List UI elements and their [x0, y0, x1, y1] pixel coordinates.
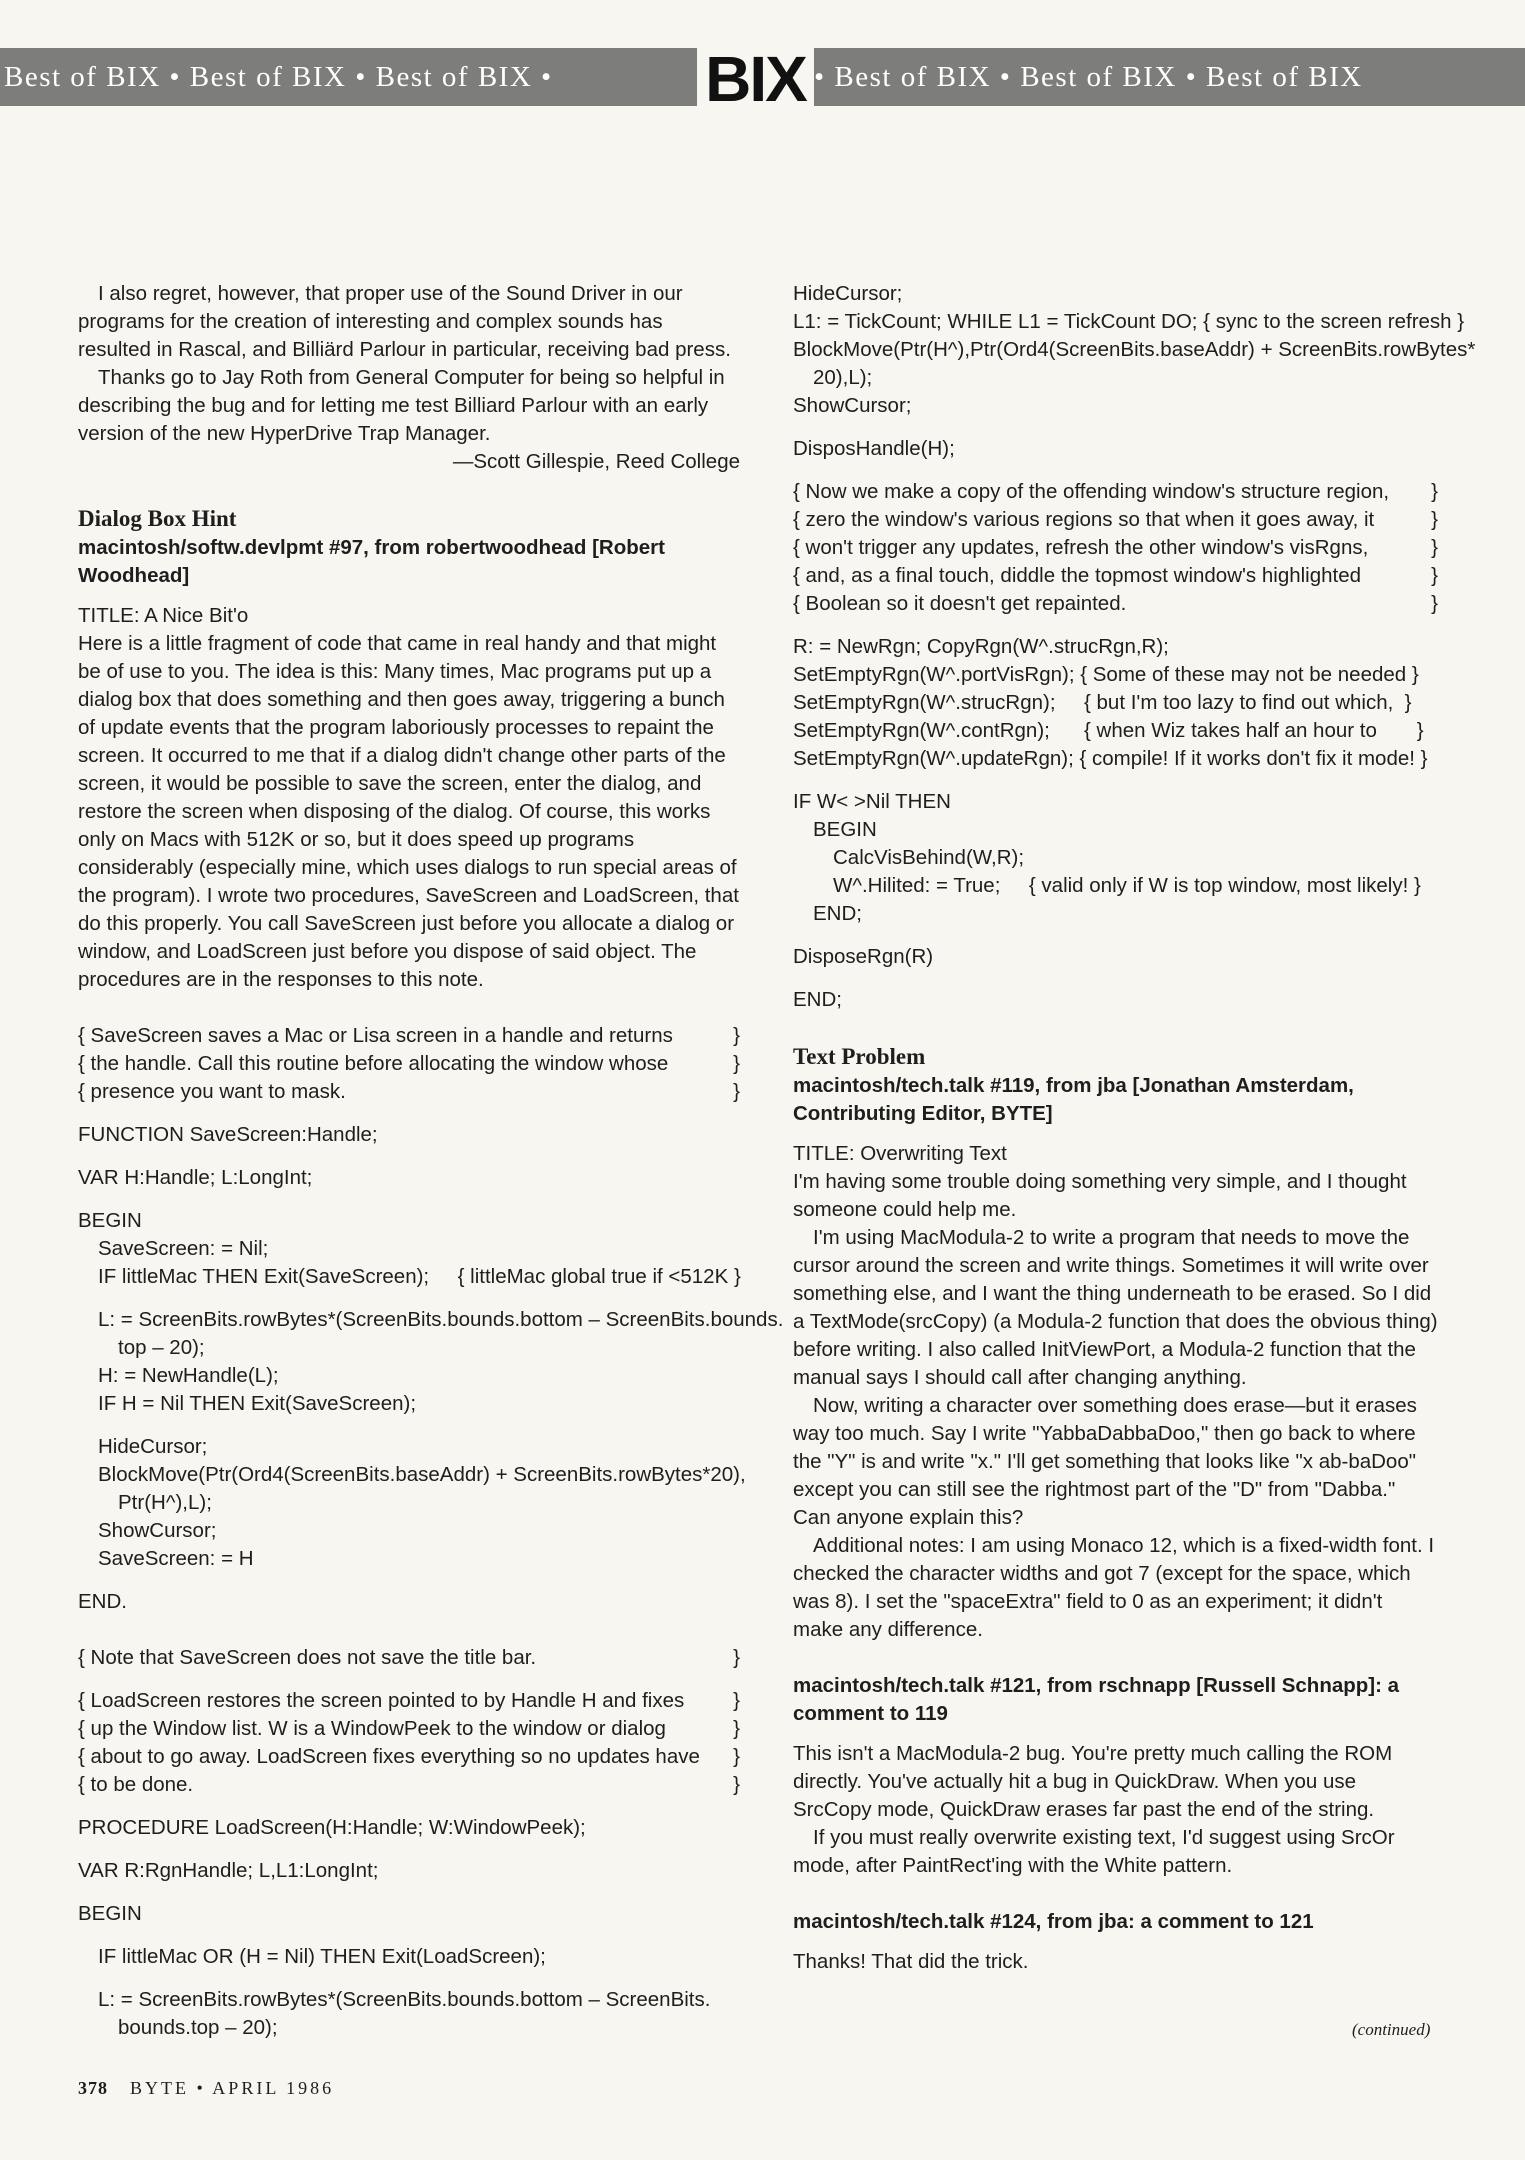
code-line: VAR R:RgnHandle; L,L1:LongInt; — [78, 1859, 379, 1882]
message-title: TITLE: Overwriting Text — [793, 1142, 1007, 1165]
code-line: BlockMove(Ptr(Ord4(ScreenBits.baseAddr) + ScreenBits.rowBytes*20), — [98, 1463, 746, 1486]
code-line: L: = ScreenBits.rowBytes*(ScreenBits.bounds.bottom – ScreenBits. — [98, 1988, 711, 2011]
code-line: { SaveScreen saves a Mac or Lisa screen in a handle and returns — [78, 1024, 673, 1047]
message-source: macintosh/tech.talk #124, from jba: a comment to 121 — [793, 1910, 1314, 1933]
code-line: SaveScreen: = H — [98, 1547, 254, 1570]
code-line: { zero the window's various regions so that when it goes away, it — [793, 508, 1375, 531]
code-line: BEGIN — [813, 818, 877, 841]
code-line: FUNCTION SaveScreen:Handle; — [78, 1123, 378, 1146]
code-line: IF W< >Nil THEN — [793, 790, 951, 813]
code-line: top – 20); — [118, 1336, 205, 1359]
message-paragraph: I'm having some trouble doing something very simple, and I thought someone could help me. — [793, 1170, 1407, 1221]
code-line: W^.Hilited: = True; { valid only if W is top window, most likely! } — [833, 874, 1421, 897]
code-block — [793, 633, 1438, 1014]
code-comment-block: { SaveScreen saves a Mac or Lisa screen in a handle and returns } { the handle. Call this routine before allocating the window whose } { presence you want to mask. } — [78, 1022, 740, 1106]
code-block — [78, 1814, 740, 2042]
message-paragraph: Additional notes: I am using Monaco 12, which is a fixed-width font. I checked the character widths and got 7 (except for the space, which was 8). I set the "spaceExtra" field to 0 as an experiment; it didn't make any difference. — [793, 1534, 1435, 1641]
left-column — [78, 280, 784, 2042]
code-line: { Boolean so it doesn't get repainted. — [793, 592, 1127, 615]
code-line: R: = NewRgn; CopyRgn(W^.strucRgn,R); — [793, 635, 1169, 658]
code-line: SetEmptyRgn(W^.updateRgn); { compile! If it works don't fix it mode! } — [793, 747, 1428, 770]
code-line: SaveScreen: = Nil; — [98, 1237, 269, 1260]
banner-text-right: • Best of BIX • Best of BIX • Best of BIX — [814, 61, 1363, 93]
code-line: SetEmptyRgn(W^.portVisRgn); { Some of these may not be needed } — [793, 663, 1419, 686]
code-line: H: = NewHandle(L); — [98, 1364, 279, 1387]
page-footer — [78, 2078, 334, 2099]
bix-logo: BIX — [697, 44, 814, 112]
message-paragraph: Now, writing a character over something does erase—but it erases way too much. Say I write "YabbaDabbaDoo," then go back to where the "Y" is and write "x." I'll get something that looks like "x ab-baDoo" except you can still see the rightmost part of the "D" from "Dabba." Can anyone explain this? — [793, 1394, 1417, 1529]
message-source: macintosh/tech.talk #119, from jba [Jonathan Amsterdam, Contributing Editor, BYTE] — [793, 1074, 1354, 1125]
code-line: BEGIN — [78, 1209, 142, 1232]
code-line: L: = ScreenBits.rowBytes*(ScreenBits.bounds.bottom – ScreenBits.bounds. — [98, 1308, 784, 1331]
code-line: SetEmptyRgn(W^.contRgn); { when Wiz takes half an hour to } — [793, 719, 1424, 742]
section-title-text-problem: Text Problem — [793, 1044, 926, 1069]
code-comment-block: { LoadScreen restores the screen pointed to by Handle H and fixes } { up the Window list. W is a WindowPeek to the window or dialog } { about to go away. LoadScreen fixes everything so no updates have } { to be done. } — [78, 1687, 740, 1799]
code-line: 20),L); — [813, 366, 873, 389]
code-comment-block: { Note that SaveScreen does not save the title bar. } — [78, 1644, 740, 1672]
code-line: END; — [793, 988, 842, 1011]
code-line: ShowCursor; — [793, 394, 912, 417]
message-body: Here is a little fragment of code that came in real handy and that might be of use to you. The idea is this: Many times, Mac programs put up a dialog box that does something and then goes away, triggering a bunch of update events that the program laboriously processes to repaint the screen. It occurred to me that if a dialog didn't change other parts of the screen, it would be possible to save the screen, enter the dialog, and restore the screen when disposing of the dialog. Of course, this works only on Macs with 512K or so, but it does speed up programs considerably (especially mine, which uses dialogs to run special areas of the program). I wrote two procedures, SaveScreen and LoadScreen, that do this properly. You call SaveScreen just before you allocate a dialog or window, and LoadScreen just before you dispose of said object. The procedures are in the responses to this note. — [78, 632, 739, 991]
code-line: { and, as a final touch, diddle the topmost window's highlighted — [793, 564, 1362, 587]
code-block — [793, 280, 1476, 463]
thanks-paragraph: Thanks go to Jay Roth from General Computer for being so helpful in describing the bug and for letting me test Billiard Parlour with an early version of the new HyperDrive Trap Manager. — [78, 366, 725, 445]
code-line: { about to go away. LoadScreen fixes everything so no updates have — [78, 1745, 700, 1768]
code-comment-block: { Now we make a copy of the offending window's structure region, } { zero the window's various regions so that when it goes away, it } { won't trigger any updates, refresh the other window's visRgns, } { and, as a final touch, diddle the topmost window's highlighted } { Boolean so it doesn't get repainted. } — [793, 478, 1438, 618]
code-line: HideCursor; — [98, 1435, 208, 1458]
code-line: SetEmptyRgn(W^.strucRgn); { but I'm too lazy to find out which, } — [793, 691, 1412, 714]
code-line: END; — [813, 902, 862, 925]
message-source: macintosh/softw.devlpmt #97, from robertwoodhead [Robert Woodhead] — [78, 536, 665, 587]
page-number: 378 — [78, 2078, 108, 2098]
code-line: { the handle. Call this routine before allocating the window whose — [78, 1052, 669, 1075]
right-column — [793, 280, 1476, 1976]
message-source: macintosh/tech.talk #121, from rschnapp [Russell Schnapp]: a comment to 119 — [793, 1674, 1400, 1725]
code-line: PROCEDURE LoadScreen(H:Handle; W:WindowPeek); — [78, 1816, 586, 1839]
code-line: { up the Window list. W is a WindowPeek to the window or dialog — [78, 1717, 666, 1740]
code-line: IF littleMac OR (H = Nil) THEN Exit(LoadScreen); — [98, 1945, 546, 1968]
code-line: ShowCursor; — [98, 1519, 217, 1542]
code-line: { LoadScreen restores the screen pointed to by Handle H and fixes — [78, 1689, 685, 1712]
code-line: VAR H:Handle; L:LongInt; — [78, 1166, 313, 1189]
code-line: IF littleMac THEN Exit(SaveScreen); { littleMac global true if <512K } — [98, 1265, 741, 1288]
message-title: TITLE: A Nice Bit'o — [78, 604, 249, 627]
code-line: HideCursor; — [793, 282, 903, 305]
signature: —Scott Gillespie, Reed College — [452, 450, 740, 473]
section-title-dialog-box-hint: Dialog Box Hint — [78, 506, 237, 531]
code-line: { to be done. — [78, 1773, 194, 1796]
code-line: { Note that SaveScreen does not save the title bar. — [78, 1646, 537, 1669]
continued-label: (continued) — [1352, 2020, 1431, 2039]
code-block — [78, 1121, 784, 1616]
message-paragraph: If you must really overwrite existing text, I'd suggest using SrcOr mode, after PaintRect'ing with the White pattern. — [793, 1826, 1395, 1877]
code-line: END. — [78, 1590, 127, 1613]
code-line: DisposHandle(H); — [793, 437, 955, 460]
code-line: bounds.top – 20); — [118, 2016, 278, 2039]
code-line: { presence you want to mask. — [78, 1080, 346, 1103]
code-line: { Now we make a copy of the offending window's structure region, — [793, 480, 1390, 503]
message-paragraph: This isn't a MacModula-2 bug. You're pretty much calling the ROM directly. You've actually hit a bug in QuickDraw. When you use SrcCopy mode, QuickDraw erases far past the end of the string. — [793, 1742, 1393, 1821]
code-line: IF H = Nil THEN Exit(SaveScreen); — [98, 1392, 417, 1415]
code-line: DisposeRgn(R) — [793, 945, 934, 968]
code-line: BlockMove(Ptr(H^),Ptr(Ord4(ScreenBits.baseAddr) + ScreenBits.rowBytes* — [793, 338, 1476, 361]
code-line: CalcVisBehind(W,R); — [833, 846, 1025, 869]
code-line: L1: = TickCount; WHILE L1 = TickCount DO; { sync to the screen refresh } — [793, 310, 1465, 333]
message-paragraph: I'm using MacModula-2 to write a program that needs to move the cursor around the screen and write things. Sometimes it will write over something else, and I want the thing underneath to be erased. So I did a TextMode(srcCopy) (a Modula-2 function that does the obvious thing) before writing. I also called InitViewPort, a Modula-2 function that the manual says I should call after changing anything. — [793, 1226, 1438, 1389]
magazine-issue: BYTE • APRIL 1986 — [130, 2078, 335, 2098]
code-line: BEGIN — [78, 1902, 142, 1925]
code-line: Ptr(H^),L); — [118, 1491, 212, 1514]
intro-paragraph: I also regret, however, that proper use of the Sound Driver in our programs for the creation of interesting and complex sounds has resulted in Rascal, and Billiärd Parlour in particular, receiving bad press. — [78, 282, 731, 361]
code-line: { won't trigger any updates, refresh the other window's visRgns, — [793, 536, 1369, 559]
banner-text-left: Best of BIX • Best of BIX • Best of BIX • — [4, 61, 553, 93]
message-paragraph: Thanks! That did the trick. — [793, 1950, 1029, 1973]
